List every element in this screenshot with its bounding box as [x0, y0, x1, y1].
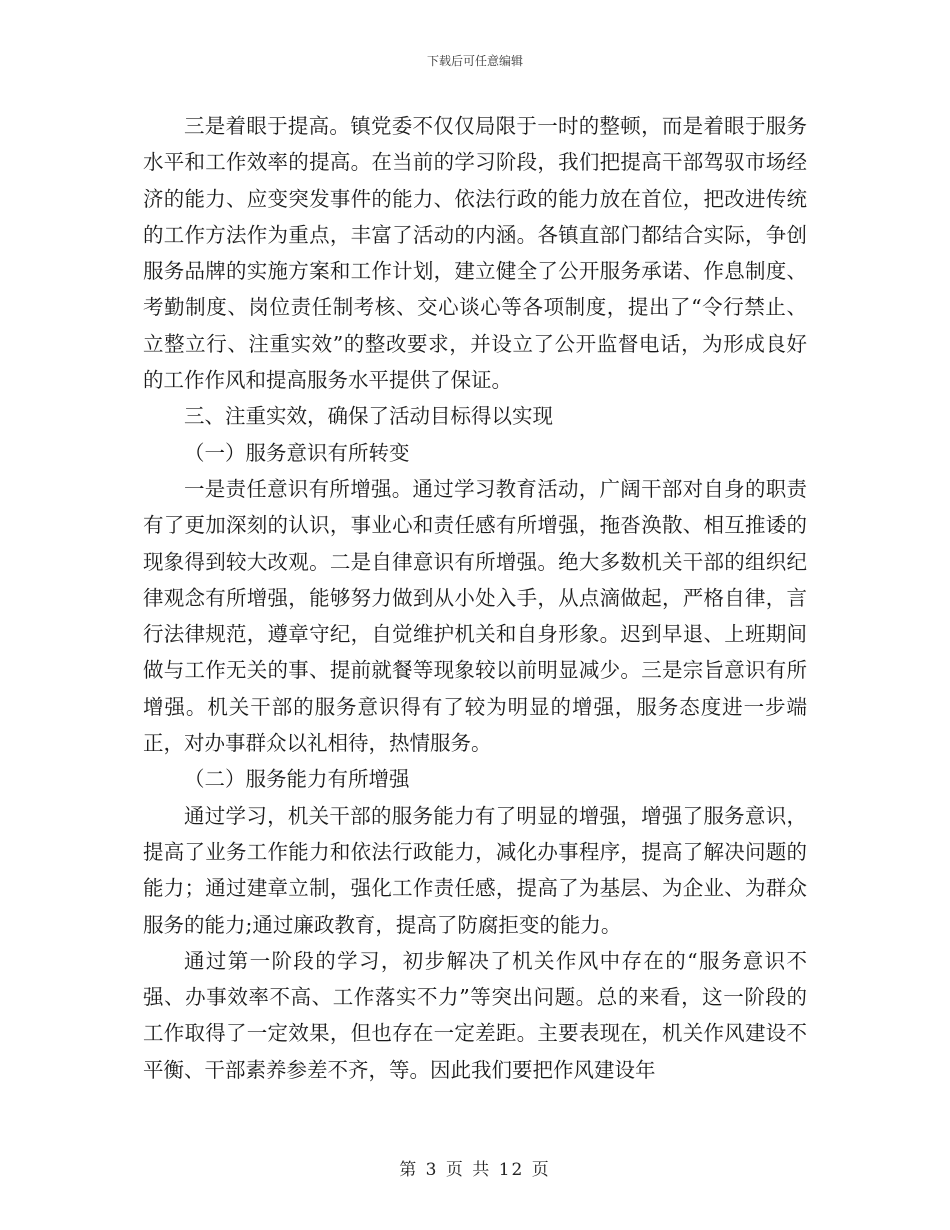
section-heading-results: 三、注重实效，确保了活动目标得以实现	[184, 404, 553, 429]
page-number: 第 3 页 共 12 页	[399, 1160, 551, 1180]
document-body	[143, 108, 807, 1088]
paragraph-awareness: 一是责任意识有所增强。通过学习教育活动，广阔干部对自身的职责有了更加深刻的认识，事业心和责任感有所增强，拖沓涣散、相互推诿的现象得到较大改观。二是自律意识有所增强。绝大多数机关干部的组织纪律观念有所增强，能够努力做到从小处入手，从点滴做起，严格自律，言行法律规范，遵章守纪，自觉维护机关和自身形象。迟到早退、上班期间做与工作无关的事、提前就餐等现象较以前明显减少。三是宗旨意识有所增强。机关干部的服务意识得有了较为明显的增强，服务态度进一步端正，对办事群众以礼相待，热情服务。	[143, 476, 807, 756]
page-header: 下载后可任意编辑	[426, 54, 523, 68]
paragraph-summary: 通过第一阶段的学习，初步解决了机关作风中存在的“服务意识不强、办事效率不高、工作落实不力”等突出问题。总的来看，这一阶段的工作取得了一定效果，但也存在一定差距。主要表现在，机关作风建设不平衡、干部素养参差不齐，等。因此我们要把作风建设年	[143, 948, 807, 1082]
paragraph-capability: 通过学习，机关干部的服务能力有了明显的增强，增强了服务意识，提高了业务工作能力和依法行政能力，减化办事程序，提高了解决问题的能力；通过建章立制，强化工作责任感，提高了为基层、为企业、为群众服务的能力;通过廉政教育，提高了防腐拒变的能力。	[143, 803, 807, 937]
subheading-service-awareness: （一）服务意识有所转变	[184, 440, 410, 465]
paragraph-improvement: 三是着眼于提高。镇党委不仅仅局限于一时的整顿，而是着眼于服务水平和工作效率的提高。在当前的学习阶段，我们把提高干部驾驭市场经济的能力、应变突发事件的能力、依法行政的能力放在首位，把改进传统的工作方法作为重点，丰富了活动的内涵。各镇直部门都结合实际，争创服务品牌的实施方案和工作计划，建立健全了公开服务承诺、作息制度、考勤制度、岗位责任制考核、交心谈心等各项制度，提出了“令行禁止、立整立行、注重实效”的整改要求，并设立了公开监督电话，为形成良好的工作作风和提高服务水平提供了保证。	[143, 114, 807, 393]
subheading-service-capability: （二）服务能力有所增强	[184, 767, 410, 792]
